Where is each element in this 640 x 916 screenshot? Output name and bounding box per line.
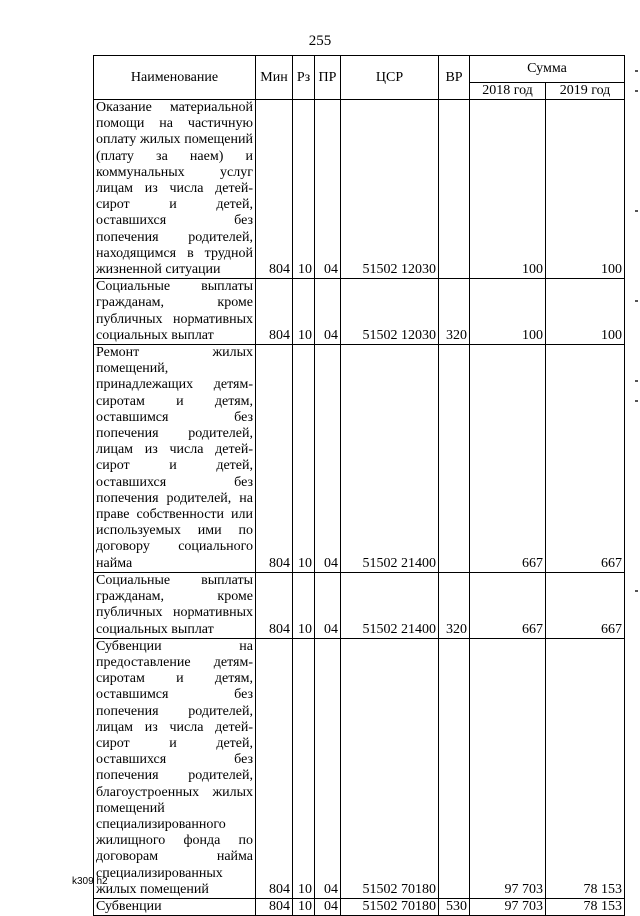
row-rz: 10 xyxy=(293,279,315,345)
row-pr: 04 xyxy=(315,345,341,573)
row-min: 804 xyxy=(256,345,293,573)
row-amount-2018: 667 xyxy=(470,345,546,573)
row-rz: 10 xyxy=(293,572,315,638)
row-vr xyxy=(439,638,470,898)
row-csr: 51502 70180 xyxy=(341,898,439,915)
row-csr: 51502 21400 xyxy=(341,572,439,638)
table-row xyxy=(94,100,625,279)
header-pr: ПР xyxy=(315,56,341,100)
row-csr: 51502 21400 xyxy=(341,345,439,573)
row-amount-2019: 100 xyxy=(546,279,625,345)
row-amount-2019: 78 153 xyxy=(546,638,625,898)
row-vr: 320 xyxy=(439,279,470,345)
table-row xyxy=(94,345,625,573)
row-csr: 51502 12030 xyxy=(341,100,439,279)
row-rz: 10 xyxy=(293,345,315,573)
row-csr: 51502 12030 xyxy=(341,279,439,345)
row-pr: 04 xyxy=(315,279,341,345)
budget-table xyxy=(93,55,625,916)
table-row xyxy=(94,898,625,915)
row-rz: 10 xyxy=(293,100,315,279)
row-vr xyxy=(439,345,470,573)
row-csr: 51502 70180 xyxy=(341,638,439,898)
footer-code: k309 h2 xyxy=(72,876,108,887)
table-row xyxy=(94,638,625,898)
row-vr: 530 xyxy=(439,898,470,915)
row-min: 804 xyxy=(256,572,293,638)
row-vr: 320 xyxy=(439,572,470,638)
row-min: 804 xyxy=(256,638,293,898)
row-amount-2019: 667 xyxy=(546,572,625,638)
header-min: Мин xyxy=(256,56,293,100)
row-amount-2018: 100 xyxy=(470,100,546,279)
row-rz: 10 xyxy=(293,898,315,915)
table-row xyxy=(94,279,625,345)
table-body xyxy=(94,100,625,916)
table-row xyxy=(94,572,625,638)
header-csr: ЦСР xyxy=(341,56,439,100)
row-vr xyxy=(439,100,470,279)
row-name: Оказание материальной помощи на частичную оплату жилых помещений (плату за наем) и коммунальных услуг лицам из числа детей-сирот и детей, оставшихся без попечения родителей, находящимся в трудной жизненной ситуации xyxy=(94,100,256,279)
header-vr: ВР xyxy=(439,56,470,100)
row-min: 804 xyxy=(256,898,293,915)
row-amount-2018: 97 703 xyxy=(470,898,546,915)
row-rz: 10 xyxy=(293,638,315,898)
scan-edge-marks xyxy=(632,70,638,770)
row-name: Социальные выплаты гражданам, кроме публичных нормативных социальных выплат xyxy=(94,279,256,345)
row-amount-2019: 100 xyxy=(546,100,625,279)
row-amount-2018: 100 xyxy=(470,279,546,345)
header-name: Наименование xyxy=(94,56,256,100)
row-name: Субвенции на предоставление детям-сиротам и детям, оставшимся без попечения родителей, лицам из числа детей-сирот и детей, оставшихся без попечения родителей, благоустроенных жилых помещений специализированного жилищного фонда по договорам найма специализированных жилых помещений xyxy=(94,638,256,898)
row-amount-2019: 667 xyxy=(546,345,625,573)
header-sum: Сумма xyxy=(470,56,625,83)
header-year-2018: 2018 год xyxy=(470,83,546,100)
row-pr: 04 xyxy=(315,572,341,638)
row-min: 804 xyxy=(256,279,293,345)
row-pr: 04 xyxy=(315,100,341,279)
row-name: Ремонт жилых помещений, принадлежащих детям-сиротам и детям, оставшимся без попечения родителей, лицам из числа детей-сирот и детей, оставшихся без попечения родителей, на праве собственности или используемых ими по договору социального найма xyxy=(94,345,256,573)
row-amount-2018: 667 xyxy=(470,572,546,638)
row-amount-2018: 97 703 xyxy=(470,638,546,898)
page-number: 255 xyxy=(308,33,332,49)
row-min: 804 xyxy=(256,100,293,279)
row-name: Социальные выплаты гражданам, кроме публичных нормативных социальных выплат xyxy=(94,572,256,638)
row-amount-2019: 78 153 xyxy=(546,898,625,915)
row-name: Субвенции xyxy=(94,898,256,915)
row-pr: 04 xyxy=(315,638,341,898)
header-year-2019: 2019 год xyxy=(546,83,625,100)
header-rz: Рз xyxy=(293,56,315,100)
row-pr: 04 xyxy=(315,898,341,915)
